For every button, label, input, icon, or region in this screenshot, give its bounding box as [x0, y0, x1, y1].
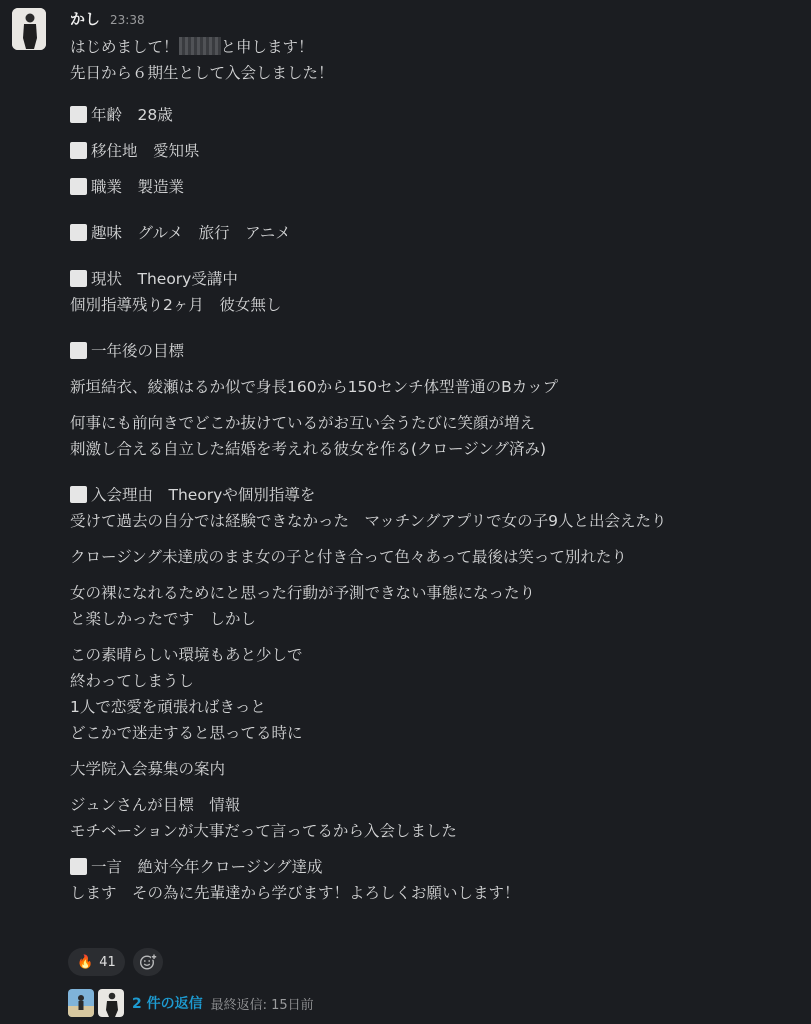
text-line: 終わってしまうし — [70, 672, 194, 690]
reaction-bar — [68, 948, 163, 976]
add-emoji-icon — [139, 953, 157, 971]
text-line — [70, 102, 805, 128]
thread-avatars — [68, 989, 124, 1017]
text-segment: 移住地 愛知県 — [91, 142, 200, 160]
text-line: 大学院入会募集の案内 — [70, 760, 226, 778]
text-line: 女の裸になれるためにと思った行動が予測できない事態になったり — [70, 584, 536, 602]
text-line: します その為に先輩達から学びます！よろしくお願いします！ — [70, 884, 520, 902]
text-segment: 年齢 28歳 — [91, 106, 173, 124]
square-icon — [70, 106, 87, 123]
text-line: と楽しかったです しかし — [70, 610, 257, 628]
message-body — [70, 34, 805, 906]
text-line: 新垣結衣、綾瀬はるか似で身長160から150センチ体型普通のBカップ — [70, 378, 559, 396]
text-line — [70, 338, 805, 364]
square-icon — [70, 178, 87, 195]
square-icon — [70, 142, 87, 159]
text-line — [70, 854, 805, 880]
message-header — [70, 8, 145, 28]
fire-reaction-button[interactable] — [68, 948, 125, 976]
text-line: 1人で恋愛を頑張ればきっと — [70, 698, 266, 716]
text-line: どこかで迷走すると思ってる時に — [70, 724, 303, 742]
text-segment: 趣味 グルメ 旅行 アニメ — [91, 224, 291, 242]
fire-icon: 🔥 — [77, 954, 94, 970]
text-line — [70, 482, 805, 508]
author-avatar[interactable] — [12, 8, 46, 50]
reply-avatar — [98, 989, 124, 1017]
text-segment: 現状 Theory受講中 — [91, 270, 238, 288]
text-line: この素晴らしい環境もあと少しで — [70, 646, 303, 664]
reply-avatar — [68, 989, 94, 1017]
avatar-photo — [12, 8, 46, 50]
text-segment: 一年後の目標 — [91, 342, 185, 360]
text-line: 受けて過去の自分では経験できなかった マッチングアプリで女の子9人と出会えたり — [70, 512, 667, 530]
text-line: 先日から６期生として入会しました！ — [70, 64, 334, 82]
text-line — [70, 174, 805, 200]
reply-count-link[interactable]: 2 件の返信 — [132, 996, 203, 1012]
avatar-photo — [68, 989, 94, 1017]
text-line — [70, 34, 805, 60]
text-line: ジュンさんが目標 情報 — [70, 796, 241, 814]
text-line: クロージング未達成のまま女の子と付き合って色々あって最後は笑って別れたり — [70, 548, 627, 566]
text-line: モチベーションが大事だって言ってるから入会しました — [70, 822, 457, 840]
text-line — [70, 266, 805, 292]
text-segment: はじめまして！ — [70, 38, 179, 56]
avatar-photo — [98, 989, 124, 1017]
square-icon — [70, 486, 87, 503]
reaction-count: 41 — [99, 954, 116, 970]
text-line — [70, 220, 805, 246]
add-reaction-button[interactable] — [133, 948, 163, 976]
last-reply-time: 最終返信: 15日前 — [210, 997, 314, 1013]
text-line: 刺激し合える自立した結婚を考えれる彼女を作る(クロージング済み) — [70, 440, 547, 458]
text-segment: 一言 絶対今年クロージング達成 — [91, 858, 323, 876]
author-name[interactable]: かし — [70, 10, 101, 28]
text-line — [70, 138, 805, 164]
square-icon — [70, 858, 87, 875]
square-icon — [70, 342, 87, 359]
square-icon — [70, 224, 87, 241]
square-icon — [70, 270, 87, 287]
message-timestamp[interactable]: 23:38 — [110, 13, 145, 27]
text-segment: 職業 製造業 — [91, 178, 185, 196]
thread-summary[interactable] — [68, 988, 314, 1018]
text-segment: と申します！ — [220, 38, 314, 56]
text-segment: 入会理由 Theoryや個別指導を — [91, 486, 316, 504]
text-line: 個別指導残り2ヶ月 彼女無し — [70, 296, 282, 314]
redacted-name — [179, 37, 221, 55]
text-line: 何事にも前向きでどこか抜けているがお互い会うたびに笑顔が増え — [70, 414, 536, 432]
